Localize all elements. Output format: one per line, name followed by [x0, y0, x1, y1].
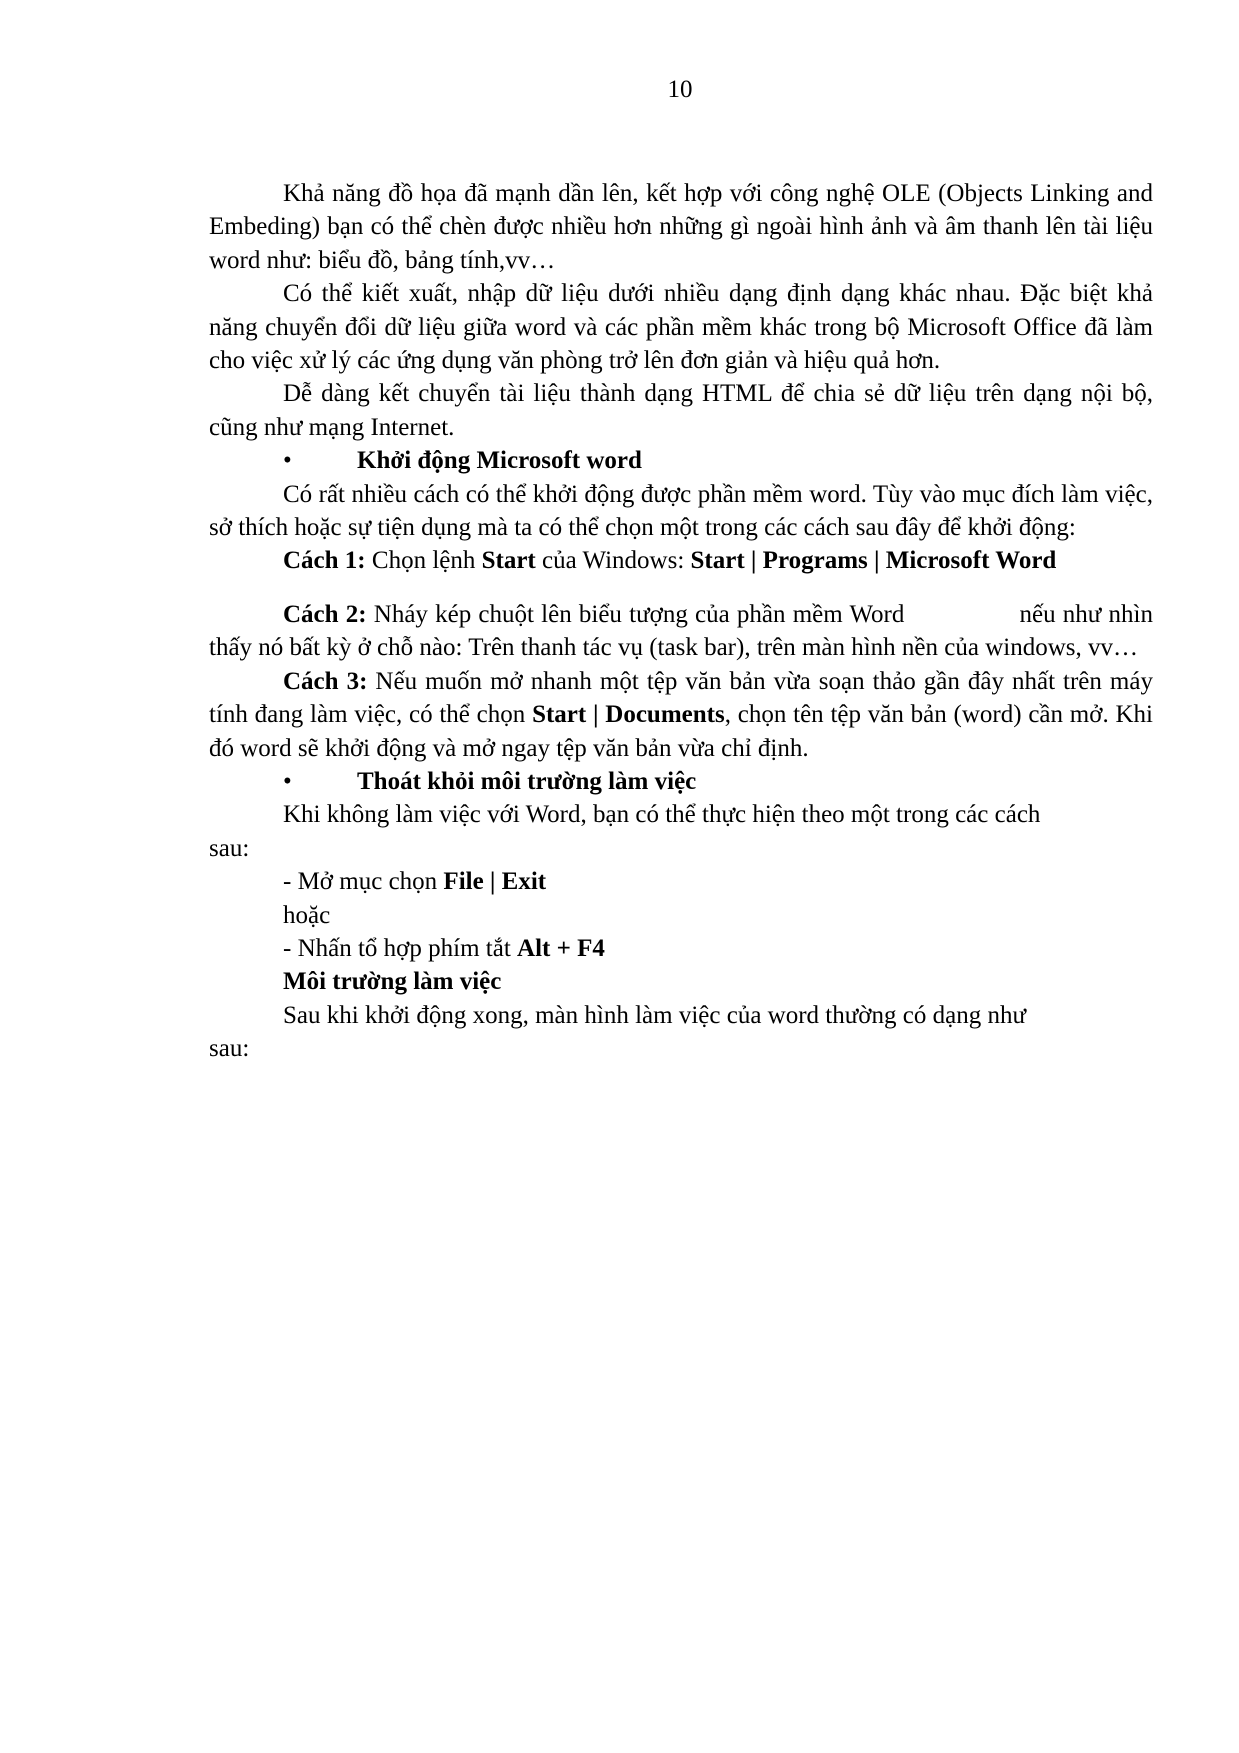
- option-shortcut: Alt + F4: [517, 934, 605, 962]
- cach-3-text-2: , chọn tên tệp văn bản (word) cần mở. Khi đó word sẽ khởi động và mở ngay tệp văn bản vừa chỉ định.: [209, 701, 1153, 762]
- paragraph-cach-2: [209, 598, 1160, 665]
- cach-1-text-2: của Windows:: [535, 547, 691, 575]
- paragraph-environment: Sau khi khởi động xong, màn hình làm việc của word thường có dạng như: [283, 1001, 1027, 1029]
- text-sau-2: sau:: [209, 1035, 250, 1063]
- option-alt-f4: [209, 932, 1153, 965]
- bullet-icon: [209, 765, 357, 798]
- text-hoac: hoặc: [283, 901, 331, 929]
- cach-1-start: Start: [481, 547, 536, 575]
- heading-text: Khởi động Microsoft word: [357, 447, 642, 475]
- cach-2-text: Nháy kép chuột lên biểu tượng của phần mềm Word nếu như nhìn thấy nó bất kỳ ở chỗ nào: Trên thanh tác vụ (task bar), trên màn hình nền của windows, vv…: [209, 600, 1160, 662]
- cach-2-label: Cách 2:: [283, 600, 367, 628]
- option-text: - Nhấn tổ hợp phím tắt: [283, 934, 518, 962]
- spacer: [209, 578, 1153, 598]
- option-file-exit: [209, 865, 1153, 898]
- heading-start-word: [209, 444, 1153, 477]
- paragraph-exit-intro: Khi không làm việc với Word, bạn có thể thực hiện theo một trong các cách: [283, 801, 1041, 829]
- cach-1-path: Start | Programs | Microsoft Word: [690, 547, 1057, 575]
- bullet-icon: [209, 444, 357, 477]
- option-text: - Mở mục chọn: [283, 868, 444, 896]
- page-number: 10: [667, 76, 693, 103]
- heading-exit-word: [209, 765, 1153, 798]
- heading-text: Thoát khỏi môi trường làm việc: [357, 767, 697, 795]
- cach-3-text: Nếu muốn mở nhanh một tệp văn bản vừa soạn thảo gần đây nhất trên máy tính đang làm việc, có thể chọn: [209, 667, 1153, 729]
- paragraph-ole: Khả năng đồ họa đã mạnh dần lên, kết hợp với công nghệ OLE (Objects Linking and Embeding) bạn có thể chèn được nhiều hơn những gì ngoài hình ảnh và âm thanh lên tài liệu word như: biểu đồ, bảng tính,vv…: [209, 180, 1153, 274]
- cach-1-label: Cách 1:: [283, 547, 366, 575]
- heading-work-environment: [209, 965, 1153, 998]
- paragraph-cach-3: [209, 665, 1153, 765]
- option-command: File | Exit: [443, 868, 547, 896]
- page-content: [209, 177, 1160, 1066]
- cach-3-path: Start | Documents: [532, 701, 725, 729]
- paragraph-html: Dễ dàng kết chuyển tài liệu thành dạng HTML để chia sẻ dữ liệu trên dạng nội bộ, cũng như mạng Internet.: [209, 380, 1153, 441]
- cach-1-text: Chọn lệnh: [365, 547, 482, 575]
- text-sau: sau:: [209, 834, 250, 862]
- paragraph-export: Có thể kiết xuất, nhập dữ liệu dưới nhiều dạng định dạng khác nhau. Đặc biệt khả năng chuyển đổi dữ liệu giữa word và các phần mềm khác trong bộ Microsoft Office đã làm cho việc xử lý các ứng dụng văn phòng trở lên đơn giản và hiệu quả hơn.: [209, 280, 1153, 375]
- paragraph-start-intro: Có rất nhiều cách có thể khởi động được phần mềm word. Tùy vào mục đích làm việc, sở thích hoặc sự tiện dụng mà ta có thể chọn một trong các cách sau đây để khởi động:: [209, 480, 1153, 542]
- heading-text: Môi trường làm việc: [283, 968, 502, 996]
- paragraph-cach-1: [209, 544, 1153, 577]
- cach-3-label: Cách 3:: [283, 667, 368, 695]
